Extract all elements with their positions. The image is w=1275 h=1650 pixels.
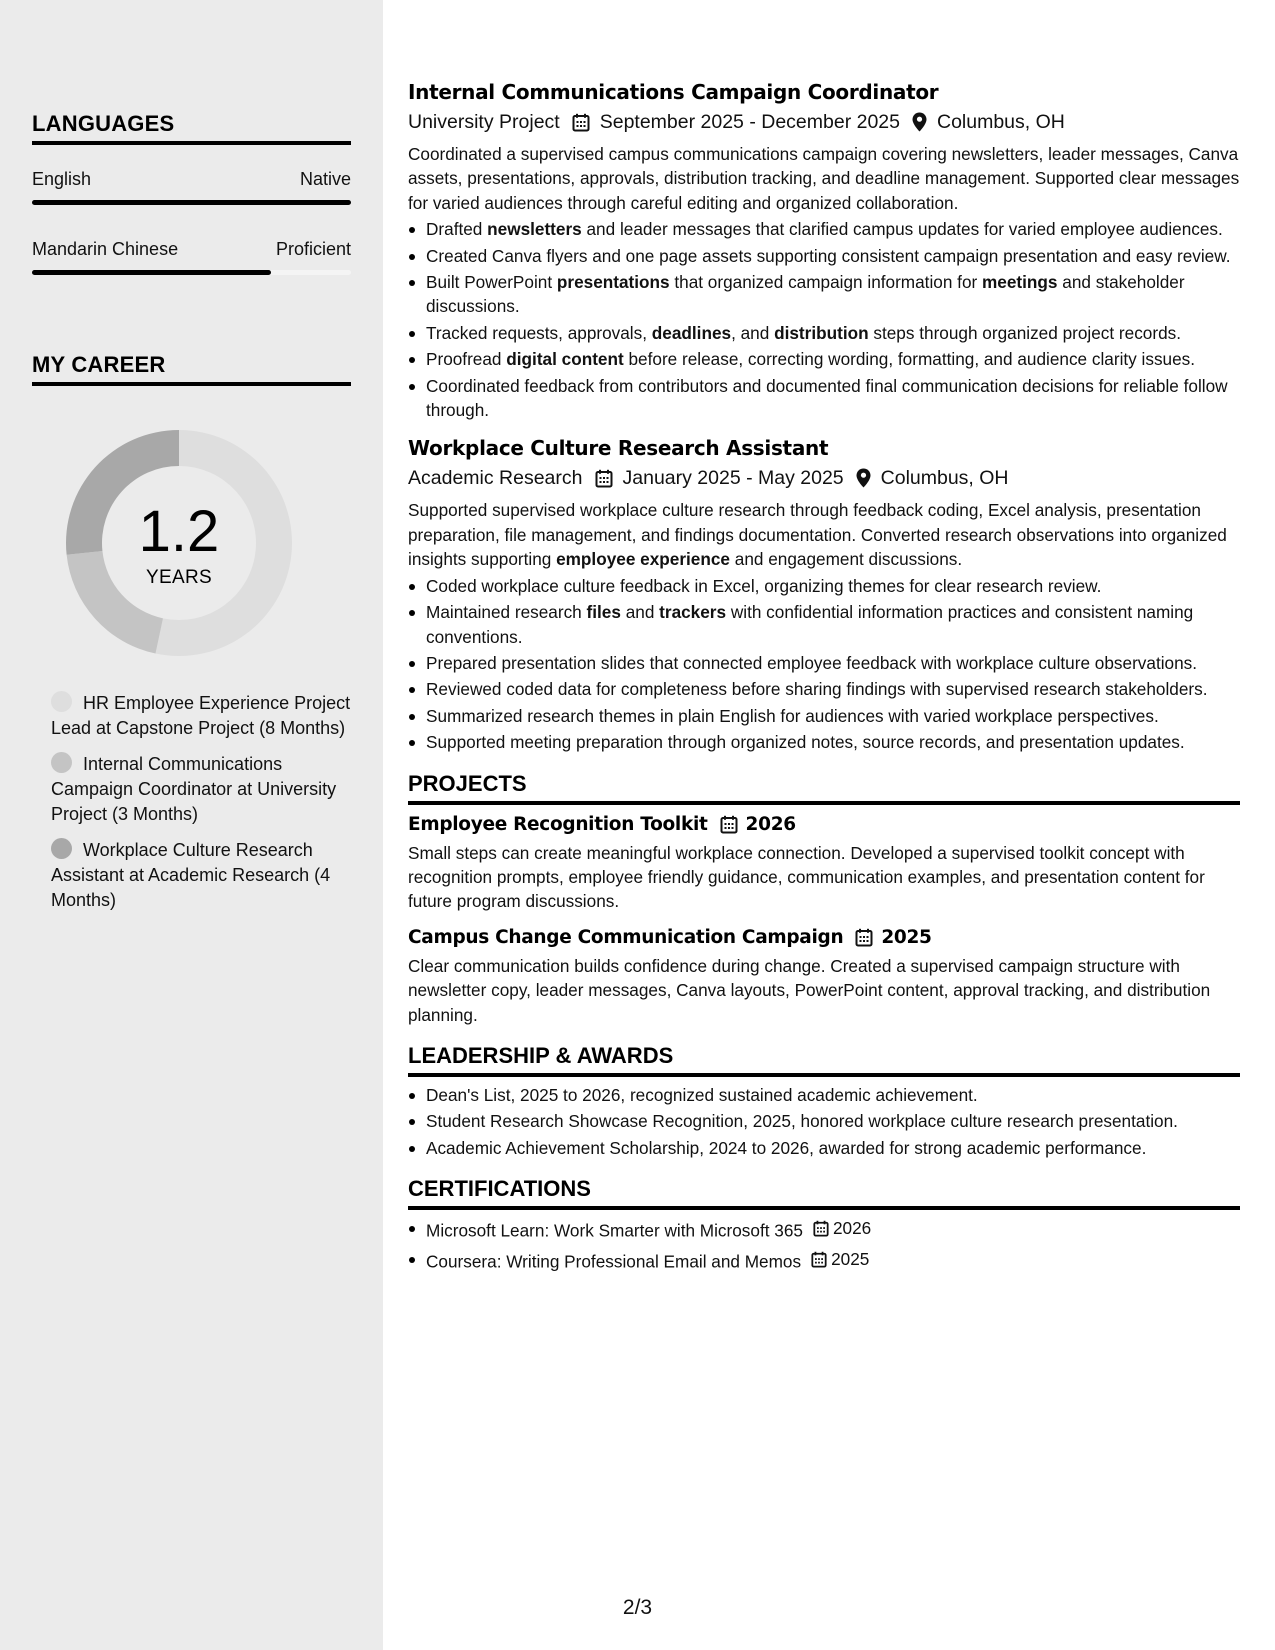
bullet-text: Prepared presentation slides that connected employee feedback with workplace culture observations. xyxy=(426,652,1198,673)
job-description xyxy=(408,498,1240,571)
legend-dot xyxy=(51,752,72,773)
language-bar-fill xyxy=(32,270,271,275)
bullet-text: Built PowerPoint xyxy=(426,272,557,293)
job-org: University Project xyxy=(408,111,560,133)
bullet-text: and stakeholder discussions. xyxy=(426,272,1185,317)
bullet-text: that organized campaign information for xyxy=(669,272,983,293)
job-bullet xyxy=(408,374,1240,423)
job-dates: January 2025 - May 2025 xyxy=(622,467,844,490)
awards-section xyxy=(408,1041,1240,1160)
award-item: Student Research Showcase Recognition, 2025, honored workplace culture research presentation. xyxy=(408,1109,1240,1133)
description-text: Supported supervised workplace culture research through feedback coding, Excel analysis, presentation preparation, file management, and findings documentation. Converted research observations into organized insights supporting xyxy=(408,500,1227,570)
career-legend-text: HR Employee Experience Project Lead at Capstone Project (8 Months) xyxy=(51,693,351,738)
job-location: Columbus, OH xyxy=(936,111,1065,133)
career-legend-item xyxy=(51,691,351,741)
description-text: and engagement discussions. xyxy=(729,549,963,570)
bullet-text: Tracked requests, approvals, xyxy=(426,322,652,343)
page-number: 2/3 xyxy=(622,1596,653,1619)
bullet-text: Created Canva flyers and one page assets supporting consistent campaign presentation and easy review. xyxy=(426,245,1231,266)
award-item: Dean's List, 2025 to 2026, recognized sustained academic achievement. xyxy=(408,1083,1240,1107)
language-name: Mandarin Chinese xyxy=(32,239,179,259)
job-bullets xyxy=(408,217,1240,422)
language-name: English xyxy=(32,169,92,189)
language-bar-fill xyxy=(32,200,351,205)
job-bullet xyxy=(408,217,1240,241)
job-title: Workplace Culture Research Assistant xyxy=(408,436,829,461)
certification-name: Microsoft Learn: Work Smarter with Microsoft 365 xyxy=(426,1220,803,1241)
career-donut-chart xyxy=(66,430,292,656)
legend-dot xyxy=(51,691,72,712)
certification-year: 2025 xyxy=(831,1249,870,1270)
awards-heading: LEADERSHIP & AWARDS xyxy=(408,1041,1240,1077)
certification-date xyxy=(813,1216,871,1240)
bullet-keyword: trackers xyxy=(659,602,727,623)
career-total-value: 1.2 xyxy=(138,499,220,564)
job-bullets xyxy=(408,574,1240,755)
main-content xyxy=(408,78,1240,1276)
job-org: Academic Research xyxy=(408,467,583,490)
bullet-keyword: presentations xyxy=(556,272,670,293)
project-description: Small steps can create meaningful workplace connection. Developed a supervised toolkit concept with recognition prompts, employee friendly guidance, communication examples, and presentation content for future program discussions. xyxy=(408,842,1205,912)
award-item: Academic Achievement Scholarship, 2024 to 2026, awarded for strong academic performance. xyxy=(408,1136,1240,1160)
certifications-heading: CERTIFICATIONS xyxy=(408,1174,1240,1210)
legend-dot xyxy=(51,838,72,859)
bullet-text: and leader messages that clarified campus updates for varied employee audiences. xyxy=(581,219,1223,240)
experience-entry xyxy=(408,434,1240,754)
job-bullet xyxy=(408,347,1240,371)
career-legend-text: Internal Communications Campaign Coordinator at University Project (3 Months) xyxy=(51,754,337,824)
job-bullet xyxy=(408,677,1240,701)
map-pin-icon xyxy=(856,468,871,488)
project-entry xyxy=(408,811,1240,914)
bullet-text: Supported meeting preparation through organized notes, source records, and presentation updates. xyxy=(426,732,1185,753)
career-total xyxy=(66,430,292,656)
experience-entry xyxy=(408,78,1240,422)
job-bullet xyxy=(408,600,1240,649)
project-title-row xyxy=(408,924,1240,952)
bullet-text: Reviewed coded data for completeness before sharing findings with supervised research stakeholders. xyxy=(426,679,1208,700)
projects-section xyxy=(408,769,1240,1027)
projects-heading: PROJECTS xyxy=(408,769,1240,805)
bullet-keyword: files xyxy=(586,602,621,623)
bullet-text: , and xyxy=(731,322,775,343)
language-level: Proficient xyxy=(275,239,351,259)
career-total-unit: YEARS xyxy=(146,567,212,588)
bullet-text: Drafted xyxy=(426,219,488,240)
language-row xyxy=(32,169,351,190)
sidebar xyxy=(0,0,383,1650)
certification-name: Coursera: Writing Professional Email and Memos xyxy=(426,1252,802,1272)
job-meta xyxy=(408,108,1240,136)
career-rule xyxy=(32,382,351,386)
language-bar xyxy=(32,200,351,205)
job-bullet xyxy=(408,730,1240,754)
job-meta xyxy=(408,464,1240,492)
career-legend-item xyxy=(51,838,351,913)
calendar-icon xyxy=(572,113,590,132)
certifications-section xyxy=(408,1174,1240,1274)
project-name: Employee Recognition Toolkit xyxy=(408,813,708,835)
certification-date xyxy=(811,1247,869,1271)
certification-item xyxy=(408,1216,1240,1243)
bullet-keyword: newsletters xyxy=(487,219,582,240)
languages-heading: LANGUAGES xyxy=(32,111,175,136)
project-year: 2026 xyxy=(745,813,796,835)
job-bullet xyxy=(408,574,1240,598)
calendar-icon xyxy=(855,928,873,947)
job-bullet xyxy=(408,651,1240,675)
calendar-icon xyxy=(595,469,613,488)
bullet-text: Maintained research xyxy=(426,602,587,623)
certifications-list xyxy=(408,1216,1240,1274)
bullet-text: steps through organized project records. xyxy=(868,322,1182,343)
bullet-text: Proofread xyxy=(426,349,507,370)
calendar-icon xyxy=(811,1251,827,1268)
job-title: Internal Communications Campaign Coordinator xyxy=(408,80,939,104)
career-legend-text: Workplace Culture Research Assistant at Academic Research (4 Months) xyxy=(51,840,331,910)
bullet-keyword: deadlines xyxy=(651,322,732,343)
project-name: Campus Change Communication Campaign xyxy=(408,926,844,948)
bullet-text: Summarized research themes in plain English for audiences with varied workplace perspectives. xyxy=(426,705,1159,726)
bullet-keyword: distribution xyxy=(774,322,869,343)
bullet-text: and xyxy=(620,602,660,623)
bullet-text: before release, correcting wording, formatting, and audience clarity issues. xyxy=(623,349,1196,370)
bullet-text: Coded workplace culture feedback in Excel, organizing themes for clear research review. xyxy=(426,575,1102,596)
job-description: Coordinated a supervised campus communications campaign covering newsletters, leader messages, Canva assets, presentations, approvals, distribution tracking, and deadline management. Supported clear messages for varied audiences through careful editing and organized collaboration. xyxy=(408,144,1240,213)
career-legend-item xyxy=(51,752,351,827)
calendar-icon xyxy=(813,1220,829,1237)
project-year: 2025 xyxy=(881,926,932,948)
awards-list xyxy=(408,1083,1240,1160)
language-row xyxy=(32,239,351,260)
job-location: Columbus, OH xyxy=(880,467,1009,490)
career-legend xyxy=(51,691,351,924)
career-heading: MY CAREER xyxy=(32,352,166,377)
bullet-text: Coordinated feedback from contributors and documented final communication decisions for reliable follow through. xyxy=(426,375,1228,421)
certification-year: 2026 xyxy=(832,1218,872,1239)
language-level: Native xyxy=(299,169,351,189)
job-bullet xyxy=(408,244,1240,268)
bullet-keyword: digital content xyxy=(506,349,624,370)
project-description: Clear communication builds confidence during change. Created a supervised campaign structure with newsletter copy, leader messages, Canva layouts, PowerPoint content, approval tracking, and distribution planning. xyxy=(408,955,1211,1025)
job-bullet xyxy=(408,270,1240,319)
language-bar xyxy=(32,270,351,275)
description-keyword: employee experience xyxy=(556,549,730,570)
job-bullet xyxy=(408,704,1240,728)
job-bullet xyxy=(408,321,1240,345)
bullet-text: with confidential information practices and consistent naming conventions. xyxy=(426,602,1194,647)
job-dates: September 2025 - December 2025 xyxy=(599,111,900,133)
project-entry xyxy=(408,924,1240,1027)
languages-rule xyxy=(32,141,351,145)
bullet-keyword: meetings xyxy=(982,272,1058,293)
map-pin-icon xyxy=(912,112,927,132)
certification-item xyxy=(408,1247,1240,1274)
project-title-row xyxy=(408,811,1240,839)
calendar-icon xyxy=(720,815,738,834)
